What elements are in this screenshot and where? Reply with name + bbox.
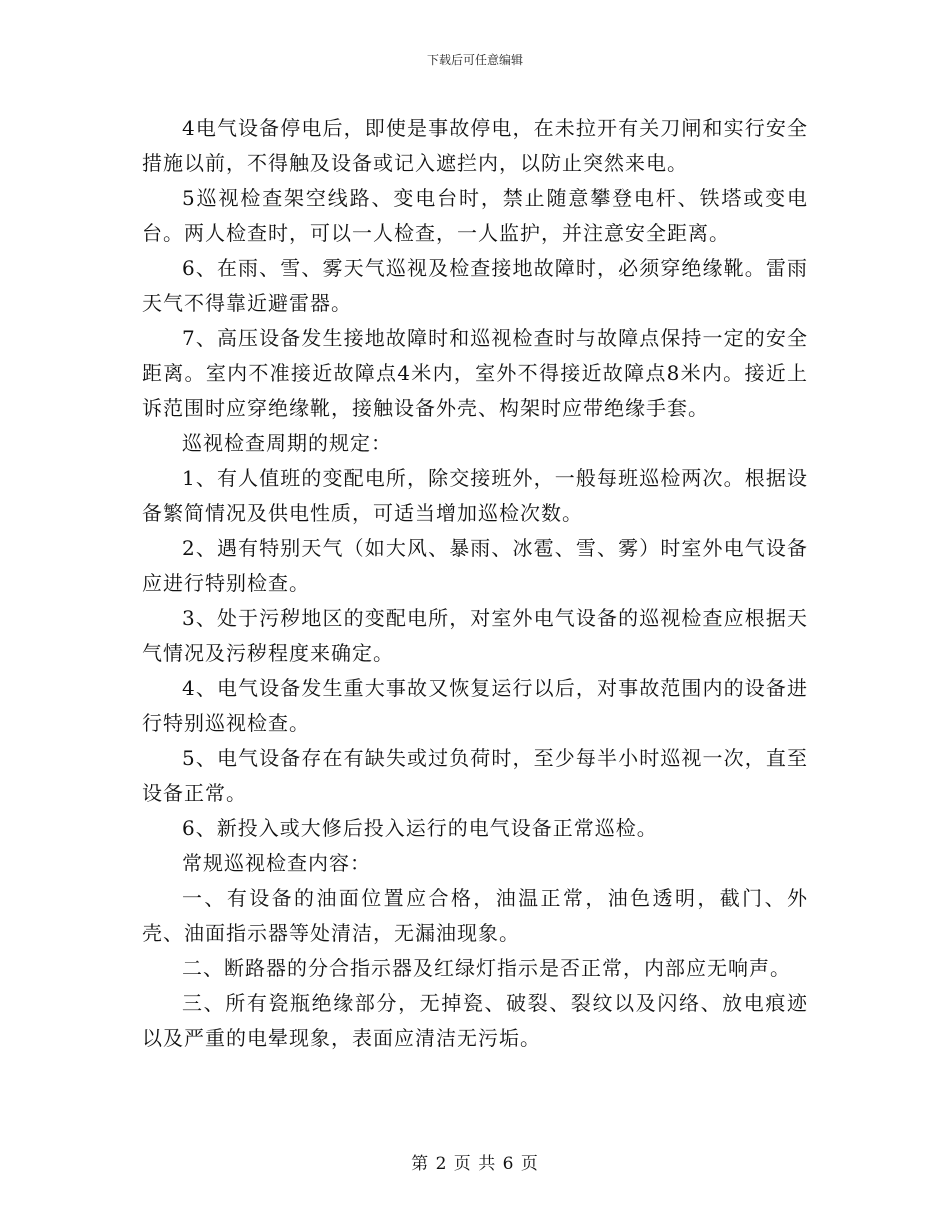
paragraph-cycle-2: 2、遇有特别天气（如大风、暴雨、冰雹、雪、雾）时室外电气设备应进行特别检查。 [142,536,808,595]
paragraph-routine-2: 二、断路器的分合指示器及红绿灯指示是否正常，内部应无响声。 [182,956,791,980]
paragraph-cycle-5: 5、电气设备存在有缺失或过负荷时，至少每半小时巡视一次，直至设备正常。 [142,746,808,805]
paragraph-cycle-6: 6、新投入或大修后投入运行的电气设备正常巡检。 [182,816,658,840]
document-body [142,111,808,1056]
paragraph-cycle-3: 3、处于污秽地区的变配电所，对室外电气设备的巡视检查应根据天气情况及污秽程度来确定。 [142,606,808,665]
paragraph-routine-3: 三、所有瓷瓶绝缘部分，无掉瓷、破裂、裂纹以及闪络、放电痕迹以及严重的电晕现象，表面应清洁无污垢。 [142,991,808,1050]
paragraph-power-off-safety: 4电气设备停电后，即使是事故停电，在未拉开有关刀闸和实行安全措施以前，不得触及设备或记入遮拦内，以防止突然来电。 [142,116,808,175]
paragraph-cycle-1: 1、有人值班的变配电所，除交接班外，一般每班巡检两次。根据设备繁简情况及供电性质，可适当增加巡检次数。 [142,466,808,525]
page-number-footer: 第 2 页 共 6 页 [411,1154,539,1174]
section-title-inspection-cycle: 巡视检查周期的规定： [182,431,392,455]
paragraph-cycle-4: 4、电气设备发生重大事故又恢复运行以后，对事故范围内的设备进行特别巡视检查。 [142,676,808,735]
section-title-routine-inspection: 常规巡视检查内容： [182,851,371,875]
page-header: 下载后可任意编辑 [426,53,523,67]
paragraph-ground-fault-distance: 7、高压设备发生接地故障时和巡视检查时与故障点保持一定的安全距离。室内不准接近故障点4米内，室外不得接近故障点8米内。接近上诉范围时应穿绝缘靴，接触设备外壳、构架时应带绝缘手套。 [142,326,808,420]
paragraph-routine-1: 一、有设备的油面位置应合格，油温正常，油色透明，截门、外壳、油面指示器等处清洁，无漏油现象。 [142,886,808,945]
paragraph-weather-insulation-boots: 6、在雨、雪、雾天气巡视及检查接地故障时，必须穿绝缘靴。雷雨天气不得靠近避雷器。 [142,256,808,315]
paragraph-overhead-line-inspection: 5巡视检查架空线路、变电台时，禁止随意攀登电杆、铁塔或变电台。两人检查时，可以一人检查，一人监护，并注意安全距离。 [142,186,808,245]
